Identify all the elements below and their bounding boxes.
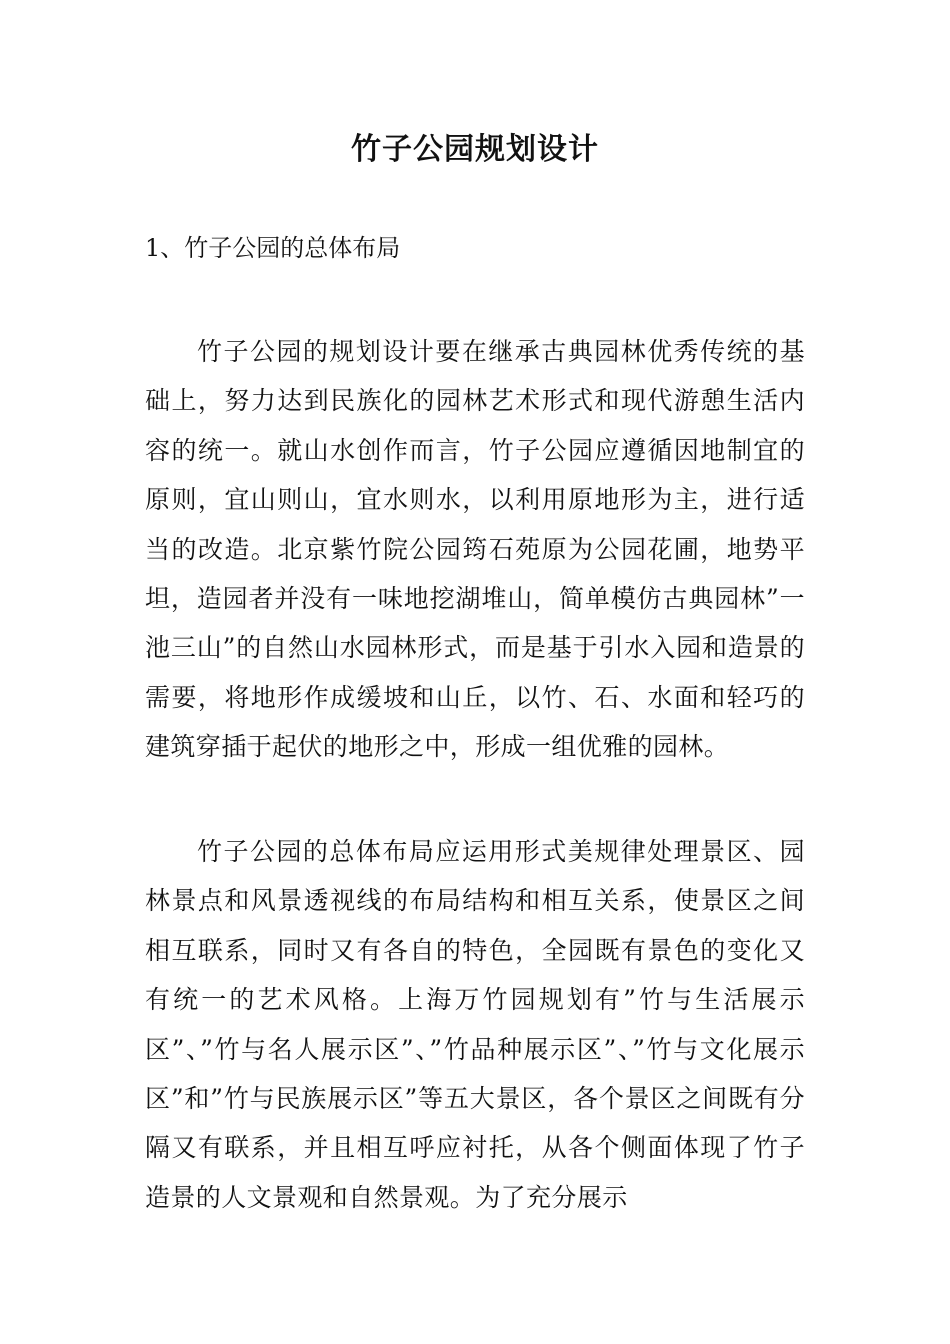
paragraph-2: 竹子公园的总体布局应运用形式美规律处理景区、园林景点和风景透视线的布局结构和相互关系，使景区之间相互联系，同时又有各自的特色，全园既有景色的变化又有统一的艺术风格。上海万竹园规划有”竹与生活展示区”、”竹与名人展示区”、”竹品种展示区”、”竹与文化展示区”和”竹与民族展示区”等五大景区，各个景区之间既有分隔又有联系，并且相互呼应衬托，从各个侧面体现了竹子造景的人文景观和自然景观。为了充分展示 xyxy=(145,837,805,1212)
paragraph-1: 竹子公园的规划设计要在继承古典园林优秀传统的基础上，努力达到民族化的园林艺术形式和现代游憩生活内容的统一。就山水创作而言，竹子公园应遵循因地制宜的原则，宜山则山，宜水则水，以利用原地形为主，进行适当的改造。北京紫竹院公园筠石苑原为公园花圃，地势平坦，造园者并没有一味地挖湖堆山，简单模仿古典园林”一池三山”的自然山水园林形式，而是基于引水入园和造景的需要，将地形作成缓坡和山丘，以竹、石、水面和轻巧的建筑穿插于起伏的地形之中，形成一组优雅的园林。 xyxy=(145,337,805,762)
section-heading: 1、竹子公园的总体布局 xyxy=(145,234,401,262)
document-title: 竹子公园规划设计 xyxy=(351,132,599,167)
